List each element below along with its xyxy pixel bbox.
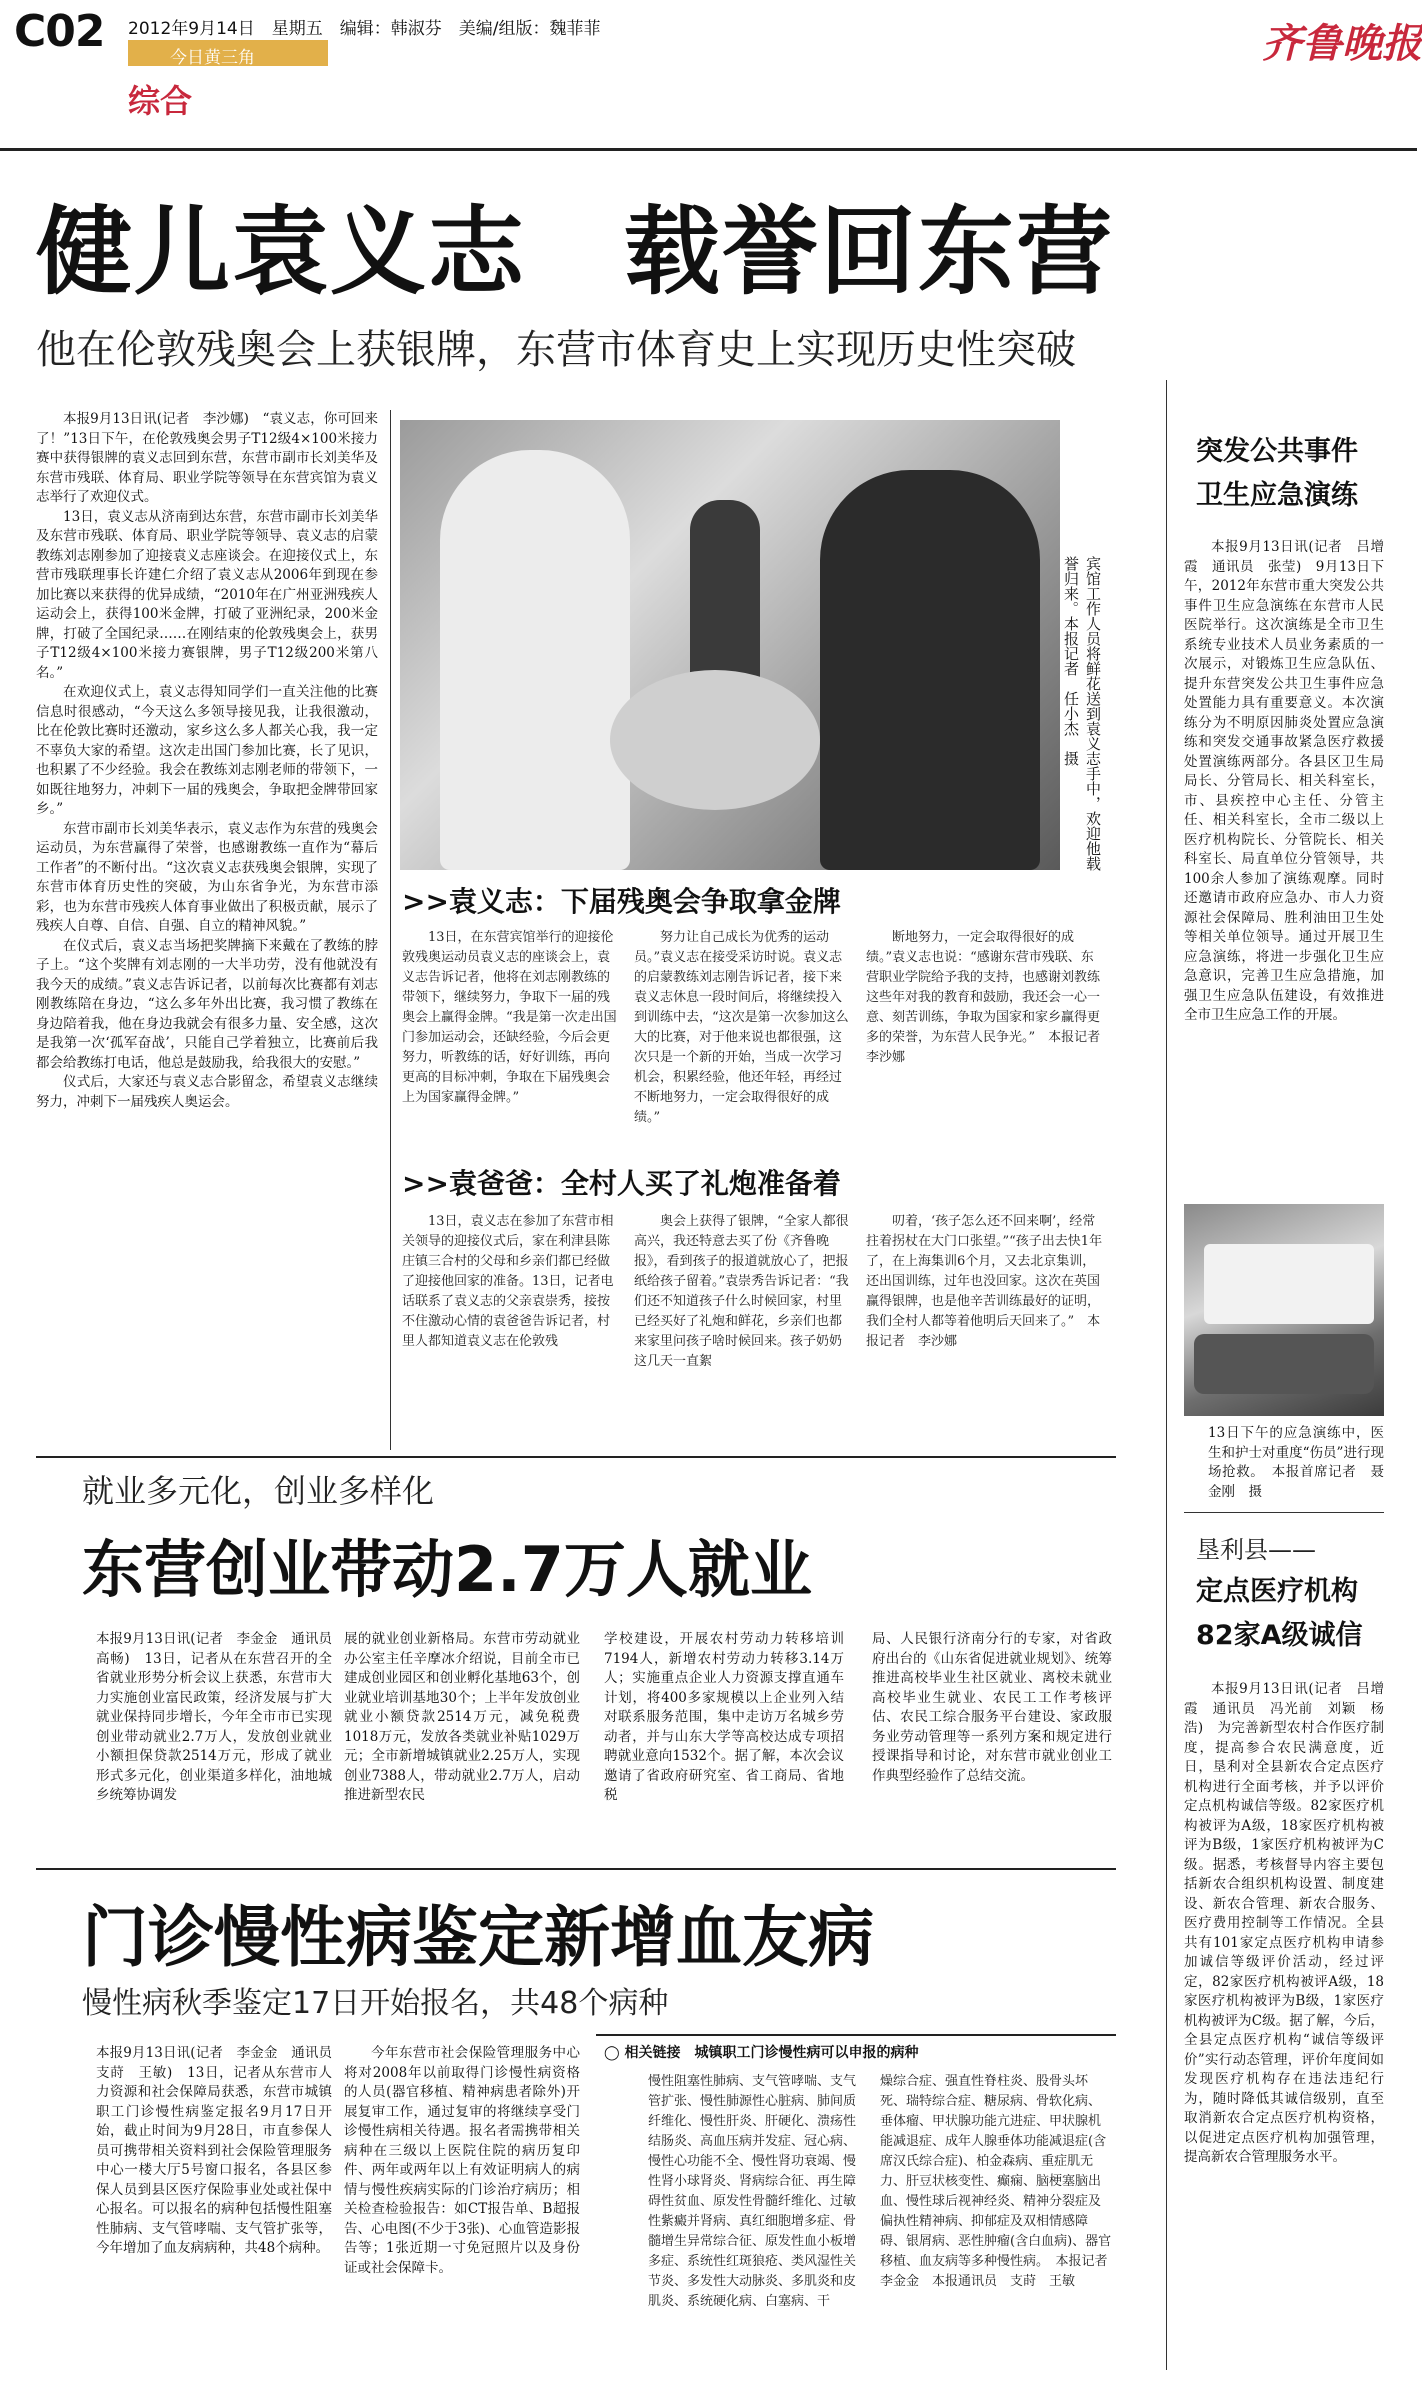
lead-body-column — [36, 410, 378, 1450]
subsection-column: 13日，袁义志在参加了东营市相关领导的迎接仪式后，家在利津县陈庄镇三合村的父母和乡亲们都已经做了迎接他回家的准备。13日，记者电话联系了袁义志的父亲袁崇秀，接按不住激动心情的袁爸爸告诉记者，村里人都知道袁义志在伦敦残 — [402, 1214, 614, 1349]
subsection-column: 断地努力，一定会取得很好的成绩。”袁义志也说：“感谢东营市残联、东营职业学院给予我的支持，也感谢刘教练这些年对我的教育和鼓励，我还会一心一意、刻苦训练，争取为国家和家乡赢得更多的荣誉，为东营人民争光。” 本报记者 李沙娜 — [866, 930, 1114, 1065]
subsection-column: 13日，在东营宾馆举行的迎接伦敦残奥运动员袁义志的座谈会上，袁义志告诉记者，他将在刘志刚教练的带领下，继续努力，争取下一届的残奥会上赢得金牌。“我是第一次走出国门参加运动会，还缺经验，今后会更努力，听教练的话，好好训练，再向更高的目标冲刺，争取在下届残奥会上为国家赢得金牌。” — [402, 930, 617, 1105]
employment-headline: 东营创业带动2.7万人就业 — [82, 1533, 812, 1606]
subsection-title: >>袁爸爸：全村人买了礼炮准备着 — [402, 1167, 841, 1200]
sidebar-photo-caption: 13日下午的应急演练中，医生和护士对重度“伤员”进行现场抢救。 本报首席记者 聂金刚 摄 — [1208, 1425, 1384, 1500]
related-link-column: 燥综合症、强直性脊柱炎、股骨头坏死、瑞特综合症、糖尿病、骨软化病、垂体瘤、甲状腺功能亢进症、甲状腺机能减退症、成年人腺垂体功能减退症(含席汉氏综合症)、柏金森病、重症肌无力、肝豆状核变性、癫痫、脑梗塞脑出血、慢性球后视神经炎、精神分裂症及偏执性精神病、抑郁症及双相情感障碍、银屑病、恶性肿瘤(含白血病)、器官移植、血友病等多种慢性病。 本报记者 李金金 本报通讯员 支莳 王敏 — [880, 2074, 1121, 2289]
lead-paragraph: 在欢迎仪式上，袁义志得知同学们一直关注他的比赛信息时很感动，“今天这么多领导接见我，让我很激动，比在伦敦比赛时还激动，家乡这么多人都关心我，我一定不辜负大家的希望。这次走出国门参加比赛，长了见识，也积累了不少经验。我会在教练刘志刚老师的带领下，一如既往地努力，冲刺下一届的残奥会，争取把金牌带回家乡。” — [36, 684, 378, 817]
lead-subhead: 他在伦敦残奥会上获银牌，东营市体育史上实现历史性突破 — [36, 327, 1076, 373]
date-line: 2012年9月14日 星期五 编辑：韩淑芬 美编/组版：魏菲菲 — [128, 19, 601, 39]
clinic-subhead: 慢性病秋季鉴定17日开始报名，共48个病种 — [82, 1986, 669, 2021]
related-link-title: ◯ 相关链接 城镇职工门诊慢性病可以申报的病种 — [604, 2045, 919, 2061]
link-icon: ◯ — [604, 2045, 620, 2061]
lead-photo-caption: 宾馆工作人员将鲜花送到袁义志手中，欢迎他载誉归来。本报记者 任小杰 摄 — [1062, 556, 1102, 871]
column-tag: 今日黄三角 — [128, 40, 328, 66]
section-divider — [36, 1456, 1116, 1458]
employment-kicker: 就业多元化，创业多样化 — [82, 1472, 435, 1510]
subsection-column: 奥会上获得了银牌，“全家人都很高兴，我还特意去买了份《齐鲁晚报》，看到孩子的报道就放心了，把报纸给孩子留着。”袁崇秀告诉记者：“我们还不知道孩子什么时候回家，村里已经买好了礼炮和鲜花，乡亲们也都来家里问孩子啥时候回来。孩子奶奶这几天一直絮 — [634, 1214, 849, 1369]
header-rule — [0, 148, 1417, 151]
subsection-column: 叨着，‘孩子怎么还不回来啊’，经常拄着拐杖在大门口张望。”“孩子出去快1年了，在上海集训6个月，又去北京集训，还出国训练，过年也没回家。这次在英国赢得银牌，也是他辛苦训练最好的证明，我们全村人都等着他明后天回来了。” 本报记者 李沙娜 — [866, 1214, 1103, 1349]
sidebar-photo — [1184, 1204, 1384, 1416]
sidebar-story-title: 突发公共事件 卫生应急演练 — [1196, 436, 1358, 511]
paper-logo: 齐鲁晚报 — [1262, 20, 1422, 67]
related-link-column: 慢性阻塞性肺病、支气管哮喘、支气管扩张、慢性肺源性心脏病、肺间质纤维化、慢性肝炎、肝硬化、溃疡性结肠炎、高血压病并发症、冠心病、慢性心功能不全、慢性肾功衰竭、慢性肾小球肾炎、肾病综合征、再生障碍性贫血、原发性骨髓纤维化、过敏性紫癜并肾病、真红细胞增多症、骨髓增生异常综合征、原发性血小板增多症、系统性红斑狼疮、类风湿性关节炎、多发性大动脉炎、多肌炎和皮肌炎、系统硬化病、白塞病、干 — [648, 2074, 857, 2309]
page-number: C02 — [14, 6, 105, 57]
employment-column: 展的就业创业新格局。东营市劳动就业办公室主任辛摩冰介绍说，目前全市已建成创业园区和创业孵化基地63个，创业就业培训基地30个；上半年发放创业就业小额贷款2514万元，减免税费1018万元，发放各类就业补贴1029万元；全市新增城镇就业2.25万人，实现创业7388人，带动就业2.7万人，启动推进新型农民 — [344, 1631, 580, 1803]
clinic-column: 今年东营市社会保险管理服务中心将对2008年以前取得门诊慢性病资格的人员(器官移植、精神病患者除外)开展复审工作，通过复审的将继续享受门诊慢性病相关待遇。报名者需携带相关病种在三级以上医院住院的病历复印件、两年或两年以上有效证明病人的病情与慢性疾病实际的门诊治疗病历；相关检查检验报告：如CT报告单、B超报告、心电图(不少于3张)、心血管造影报告等；1张近期一寸免冠照片以及身份证或社会保障卡。 — [344, 2045, 580, 2276]
section-divider — [36, 1868, 1116, 1870]
lead-headline: 健儿袁义志 载誉回东营 — [36, 196, 1114, 308]
lead-paragraph: 仪式后，大家还与袁义志合影留念，希望袁义志继续努力，冲刺下一届残疾人奥运会。 — [36, 1074, 378, 1110]
sidebar-story-body: 本报9月13日讯(记者 吕增霞 通讯员 张莹) 9月13日下午，2012年东营市重大突发公共事件卫生应急演练在东营市人民医院举行。这次演练是全市卫生系统专业技术人员业务素质的一次展示，对锻炼卫生应急队伍、提升东营突发公共卫生事件应急处置能力具有重要意义。本次演练分为不明原因肺炎处置应急演练和突发交通事故紧急医疗救援处置演练两部分。各县区卫生局局长、分管局长、相关科室长，市、县疾控中心主任、分管主任、相关科室长，全市二级以上医疗机构院长、分管院长、相关科室长、局直单位分管领导，共100余人参加了演练观摩。同时还邀请市政府应急办、市人力资源社会保障局、胜利油田卫生处等相关单位领导。通过开展卫生应急演练，将进一步强化卫生应急意识，完善卫生应急措施，加强卫生应急队伍建设，有效推进全市卫生应急工作的开展。 — [1184, 539, 1384, 1023]
lead-paragraph: 在仪式后，袁义志当场把奖牌摘下来戴在了教练的脖子上。“这个奖牌有刘志刚的一大半功劳，没有他就没有我今天的成绩。”袁义志告诉记者，以前每次比赛都有刘志刚教练陪在身边，“这么多年外出比赛，我习惯了教练在身边陪着我，他在身边我就会有很多力量、安全感，这次是我第一次‘孤军奋战’，只能自己学着独立，比赛前后我都会给教练打电话，他总是鼓励我，给我很大的安慰。” — [36, 937, 378, 1071]
lead-paragraph: 本报9月13日讯(记者 李沙娜) “袁义志，你可回来了！”13日下午，在伦敦残奥会男子T12级4×100米接力赛中获得银牌的袁义志回到东营，东营市副市长刘美华及东营市残联、体育局、职业学院等领导在东营宾馆为袁义志举行了欢迎仪式。 — [36, 411, 378, 505]
lead-paragraph: 13日，袁义志从济南到达东营，东营市副市长刘美华及东营市残联、体育局、职业学院等领导、袁义志的启蒙教练刘志刚参加了迎接袁义志座谈会。在迎接仪式上，东营市残联理事长许建仁介绍了袁义志从2006年到现在参加比赛以来获得的优异成绩，“2010年在广州亚洲残疾人运动会上，获得100米金牌，打破了亚洲纪录，200米金牌，打破了全国纪录……在刚结束的伦敦残奥会上，获男子T12级4×100米接力赛银牌，男子T12级200米第八名。” — [36, 508, 378, 681]
subsection-column: 努力让自己成长为优秀的运动员。”袁义志在接受采访时说。袁义志的启蒙教练刘志刚告诉记者，接下来袁义志休息一段时间后，将继续投入到训练中去，“这次是第一次参加这么大的比赛，对于他来说也都很强，这次只是一个新的开始，当成一次学习机会，积累经验，他还年轻，再经过不断地努力，一定会取得很好的成绩。” — [634, 930, 849, 1125]
sidebar-story-title: 定点医疗机构 82家A级诚信 — [1196, 1576, 1363, 1651]
clinic-column: 本报9月13日讯(记者 李金金 通讯员 支莳 王敏) 13日，记者从东营市人力资源和社会保障局获悉，东营市城镇职工门诊慢性病鉴定报名9月17日开始，截止时间为9月28日，市直参保人员可携带相关资料到社会保险管理服务中心一楼大厅5号窗口报名，各县区参保人员到县区医疗保险事业处或社保中心报名。可以报名的病种包括慢性阻塞性肺病、支气管哮喘、支气管扩张等，今年增加了血友病病种，共48个病种。 — [96, 2045, 346, 2256]
section-title: 综合 — [128, 82, 193, 120]
clinic-headline: 门诊慢性病鉴定新增血友病 — [82, 1899, 874, 1976]
sidebar-story-body: 本报9月13日讯(记者 吕增霞 通讯员 冯光前 刘颖 杨浩) 为完善新型农村合作医疗制度，提高参合农民满意度，近日，垦利对全县新农合定点医疗机构进行全面考核，并予以评价定点机构诚信等级。82家医疗机构被评为A级，18家医疗机构被评为B级，1家医疗机构被评为C级。据悉，考核督导内容主要包括新农合组织机构设置、制度建设、新农合管理、新农合服务、医疗费用控制等工作情况。全县共有101家定点医疗机构申请参加诚信等级评价活动，经过评定，82家医疗机构被评A级，18家医疗机构被评为B级，1家医疗机构被评为C级。据了解，今后，全县定点医疗机构“诚信等级评价”实行动态管理，评价年度间如发现医疗机构存在违法违纪行为，随时降低其诚信级别，直至取消新农合定点医疗机构资格，以促进定点医疗机构加强管理，提高新农合管理服务水平。 — [1184, 1681, 1384, 2165]
related-link-rule — [596, 2034, 1116, 2036]
sidebar-divider — [1166, 380, 1167, 2370]
column-divider — [390, 410, 391, 1450]
sidebar-kicker: 垦利县—— — [1196, 1536, 1316, 1564]
employment-column: 局、人民银行济南分行的专家，对省政府出台的《山东省促进就业规划》、统筹推进高校毕业生社区就业、离校未就业高校毕业生就业、农民工工作考核评估、农民工综合服务平台建设、家政服务业劳动管理等一系列方案和规定进行授课指导和讨论，对东营市就业创业工作典型经验作了总结交流。 — [872, 1631, 1112, 1784]
sidebar-rule — [1184, 1512, 1384, 1513]
lead-paragraph: 东营市副市长刘美华表示，袁义志作为东营的残奥会运动员，为东营赢得了荣誉，也感谢教练一直作为“幕后工作者”的不断付出。“这次袁义志获残奥会银牌，实现了东营市体育历史性的突破，为山东省争光，为东营市添彩，也为东营市残疾人体育事业做出了积极贡献，展示了残疾人自尊、自信、自强、自立的精神风貌。” — [36, 820, 378, 934]
employment-column: 学校建设，开展农村劳动力转移培训7194人，新增农村劳动力转移3.14万人；实施重点企业人力资源支撑直通车计划，将400多家规模以上企业列入结对联系服务范围，集中走访万名城乡劳动者，并与山东大学等高校达成专项招聘就业意向1532个。据了解，本次会议邀请了省政府研究室、省工商局、省地税 — [604, 1631, 844, 1803]
lead-photo — [400, 420, 1060, 870]
subsection-title: >>袁义志：下届残奥会争取拿金牌 — [402, 885, 841, 918]
employment-column: 本报9月13日讯(记者 李金金 通讯员 高畅) 13日，记者从在东营召开的全省就业形势分析会议上获悉，东营市大力实施创业富民政策，经济发展与扩大就业保持同步增长，今年全市市已实现创业带动就业2.7万人，发放创业就业小额担保贷款2514万元，形成了就业形式多元化，创业渠道多样化，油地城乡统筹协调发 — [96, 1631, 346, 1803]
